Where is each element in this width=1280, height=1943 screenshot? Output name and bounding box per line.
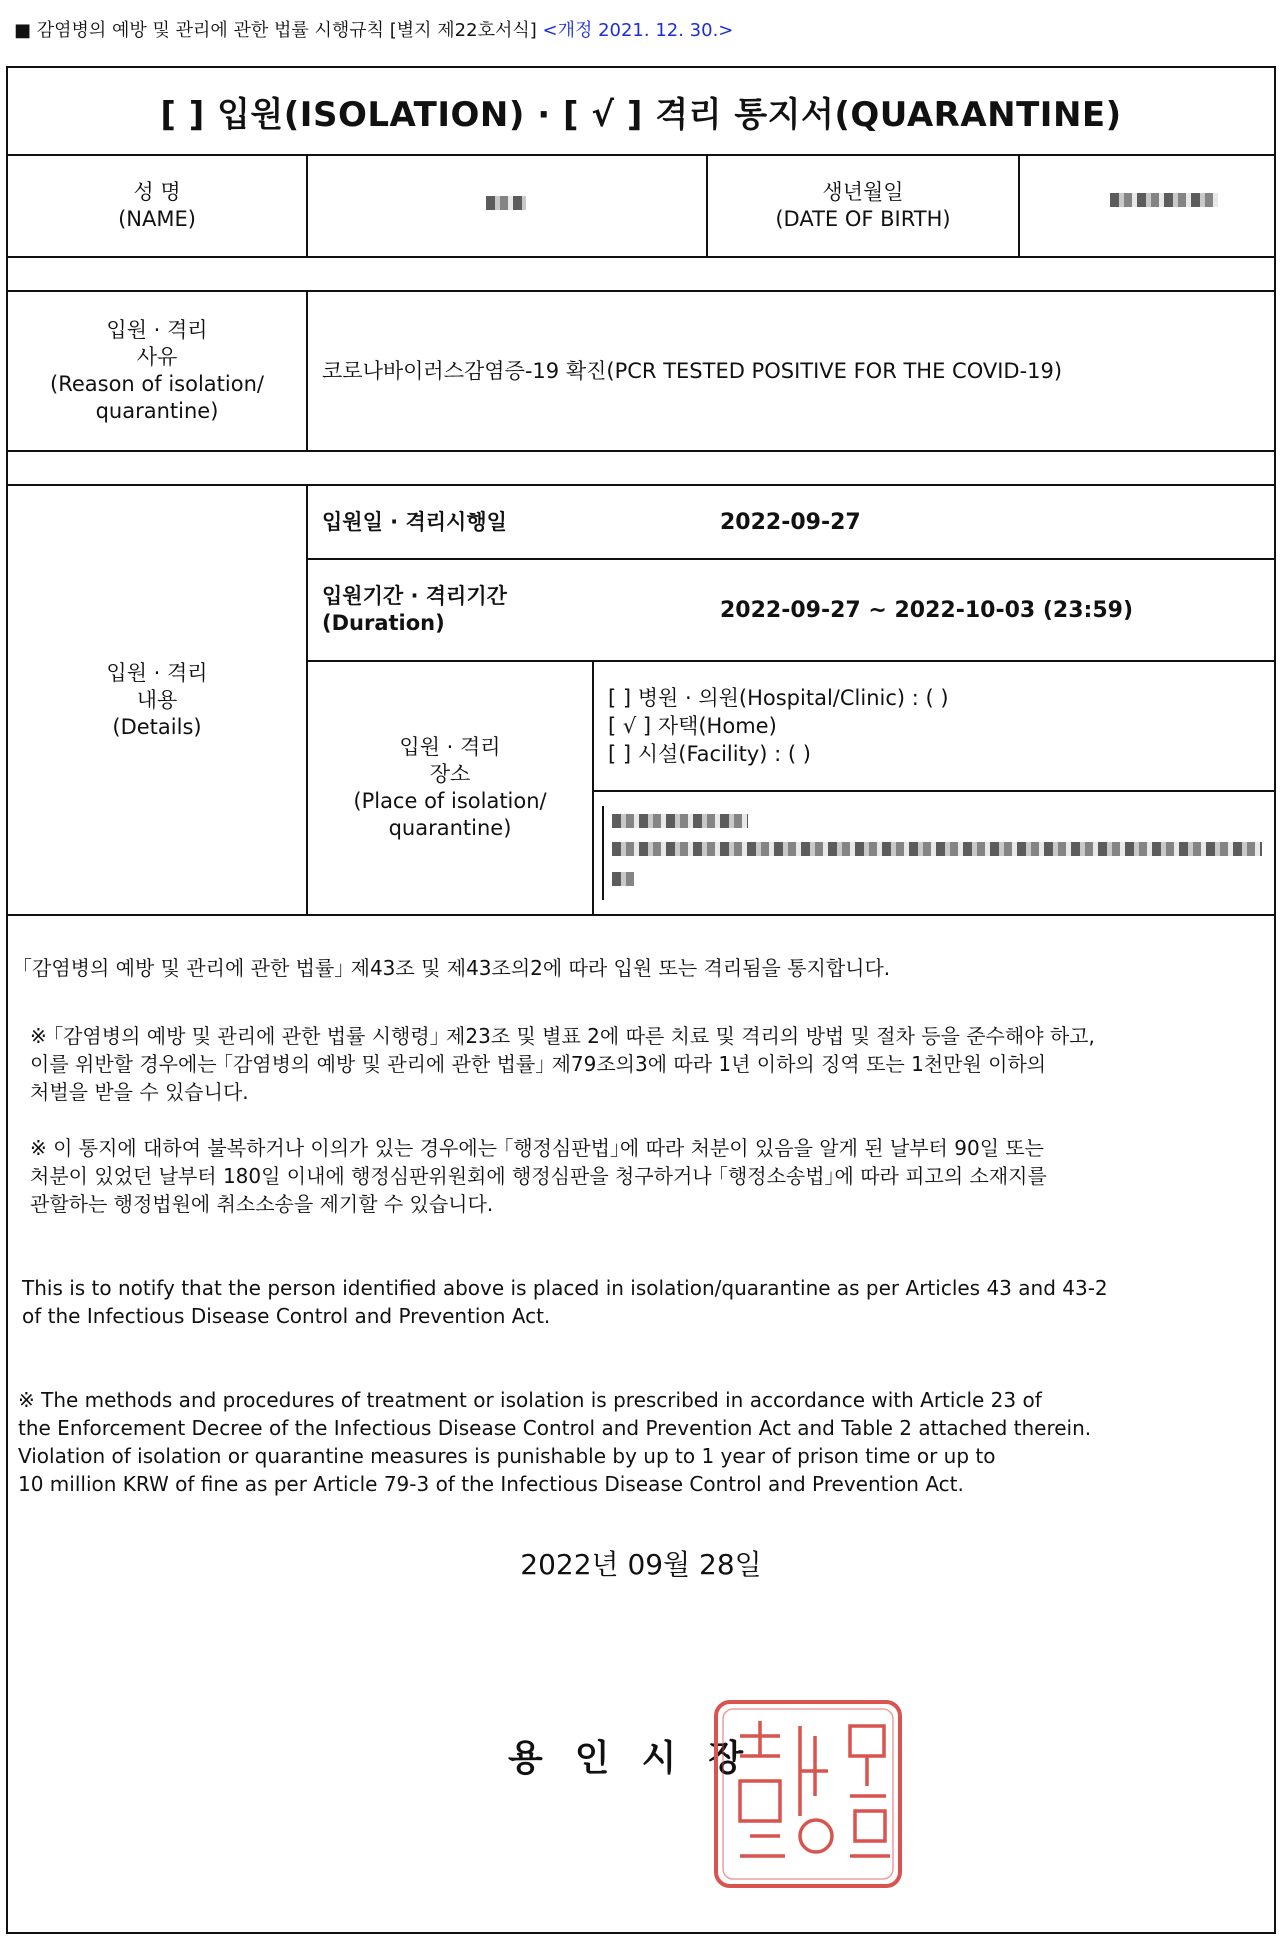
redacted-dob bbox=[1110, 193, 1218, 207]
redacted-address-line-2 bbox=[612, 842, 1262, 856]
official-seal-icon bbox=[710, 1696, 906, 1892]
duration-value: 2022-09-27 ~ 2022-10-03 (23:59) bbox=[720, 597, 1133, 623]
place-label: 입원 · 격리 장소 (Place of isolation/ quarantine) bbox=[353, 735, 547, 840]
notice-penalty: ※ ｢감염병의 예방 및 관리에 관한 법률 시행령｣ 제23조 및 별표 2에 따른 치료 및 격리의 방법 및 절차 등을 준수해야 하고, 이를 위반할 경우에는 ｢감염병의 예방 및 관리에 관한 법률｣ 제79조의3에 따라 1년 이하의 징역 또는 1천만원 이하의 처벌을 받을 수 있습니다. bbox=[30, 1024, 1095, 1104]
notice-form bbox=[6, 66, 1276, 1934]
form-title: [ ] 입원(ISOLATION) · [ √ ] 격리 통지서(QUARANTINE) bbox=[160, 94, 1122, 135]
duration-label: 입원기간 · 격리기간 (Duration) bbox=[322, 584, 507, 635]
form-reference-line bbox=[14, 18, 733, 44]
place-options bbox=[608, 684, 949, 768]
issue-date: 2022년 09월 28일 bbox=[520, 1548, 762, 1581]
notice-english-penalty: ※ The methods and procedures of treatment or isolation is prescribed in accordance with Article 23 of the Enforcement Decree of the Infectious Disease Control and Prevention Act and Table 2 attached therein. Violation of isolation or quarantine measures is punishable by up to 1 year of prison time or up to 10 million KRW of fine as per Article 79-3 of the Infectious Disease Control and Prevention Act. bbox=[18, 1388, 1092, 1496]
option-facility: [ ] 시설(Facility) : ( ) bbox=[608, 742, 811, 766]
option-hospital: [ ] 병원 · 의원(Hospital/Clinic) : ( ) bbox=[608, 686, 949, 710]
start-date-value: 2022-09-27 bbox=[720, 509, 861, 535]
notice-main: ｢감염병의 예방 및 관리에 관한 법률｣ 제43조 및 제43조의2에 따라 입원 또는 격리됨을 통지합니다. bbox=[22, 956, 891, 980]
option-home: [ √ ] 자택(Home) bbox=[608, 714, 777, 738]
amendment-date: <개정 2021. 12. 30.> bbox=[542, 20, 734, 41]
notice-appeal: ※ 이 통지에 대하여 불복하거나 이의가 있는 경우에는 ｢행정심판법｣에 따라 처분이 있음을 알게 된 날부터 90일 또는 처분이 있었던 날부터 180일 이내에 행정심판위원회에 행정심판을 청구하거나 ｢행정소송법｣에 따라 피고의 소재지를 관할하는 행정법원에 취소소송을 제기할 수 있습니다. bbox=[30, 1136, 1047, 1216]
issuer-name: 용인시장 bbox=[508, 1738, 776, 1779]
redacted-address-line-3 bbox=[612, 872, 634, 886]
reason-value: 코로나바이러스감염증-19 확진(PCR TESTED POSITIVE FOR THE COVID-19) bbox=[322, 358, 1063, 383]
redacted-address-line-1 bbox=[612, 814, 748, 828]
details-label: 입원 · 격리 내용 (Details) bbox=[106, 660, 208, 739]
name-label: 성 명 (NAME) bbox=[118, 180, 196, 231]
redacted-name bbox=[486, 196, 526, 210]
dob-label: 생년월일 (DATE OF BIRTH) bbox=[775, 180, 951, 231]
reason-label: 입원 · 격리 사유 (Reason of isolation/ quarantine) bbox=[50, 318, 264, 423]
form-reference: ■ 감염병의 예방 및 관리에 관한 법률 시행규칙 [별지 제22호서식] bbox=[14, 20, 537, 41]
start-date-label: 입원일 · 격리시행일 bbox=[322, 509, 507, 534]
notice-english: This is to notify that the person identified above is placed in isolation/quarantine as per Articles 43 and 43-2 of the Infectious Disease Control and Prevention Act. bbox=[22, 1276, 1108, 1328]
